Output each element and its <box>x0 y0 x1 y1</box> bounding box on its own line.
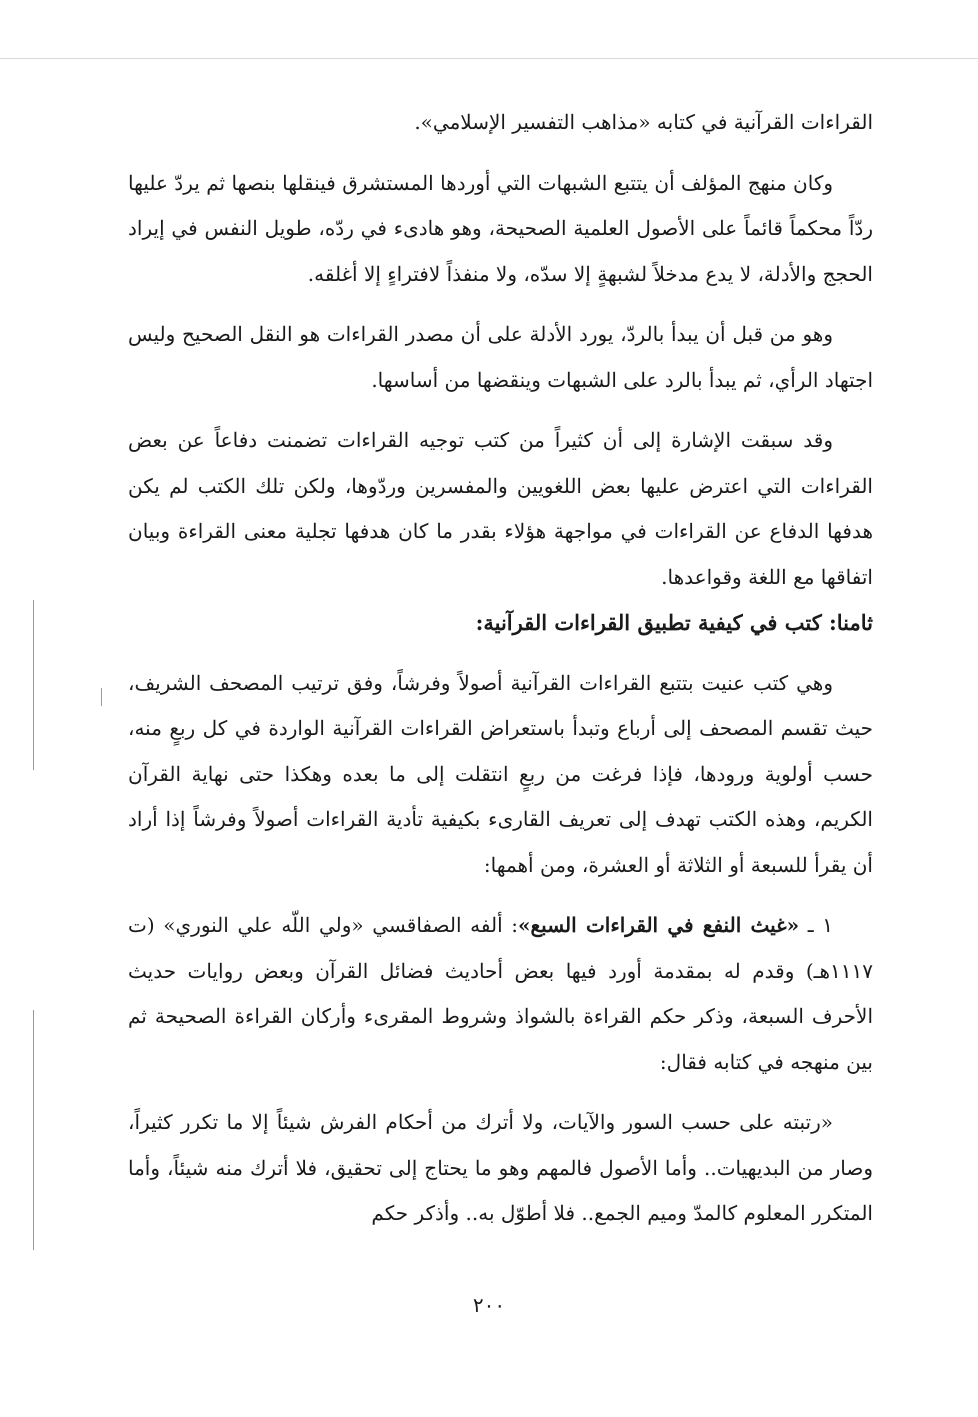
paragraph-1: القراءات القرآنية في كتابه «مذاهب التفسير الإسلامي». <box>414 110 873 134</box>
scan-margin-line <box>33 1010 34 1250</box>
section-heading: ثامنا: كتب في كيفية تطبيق القراءات القرآنية: <box>475 610 873 635</box>
paragraph-2: وكان منهج المؤلف أن يتتبع الشبهات التي أوردها المستشرق فينقلها بنصها ثم يردّ عليها ردّاً محكماً قائماً على الأصول العلمية الصحيحة، وهو هادىء في ردّه، طويل النفس في إيراد الحجج والأدلة، لا يدع مدخلاً لشبهةٍ إلا سدّه، ولا منفذاً لافتراءٍ إلا أغلقه. <box>128 170 873 286</box>
scan-margin-line <box>33 600 34 770</box>
scan-top-edge <box>0 58 978 59</box>
scan-margin-tick <box>101 688 102 706</box>
page-number: ٢٠٠ <box>472 1293 506 1317</box>
paragraph-4: وقد سبقت الإشارة إلى أن كثيراً من كتب توجيه القراءات تضمنت دفاعاً عن بعض القراءات التي اعترض عليها بعض اللغويين والمفسرين وردّوها، ولكن تلك الكتب لم يكن هدفها الدفاع عن القراءات في مواجهة هؤلاء بقدر ما كان هدفها تجلية معنى القراءة وبيان اتفاقها مع اللغة وقواعدها. <box>128 428 873 589</box>
quote-paragraph: «رتبته على حسب السور والآيات، ولا أترك من أحكام الفرش شيئاً إلا ما تكرر كثيراً، وصار من البديهيات.. وأما الأصول فالمهم وهو ما يحتاج إلى تحقيق، فلا أترك منه شيئاً، وأما المتكرر المعلوم كالمدّ وميم الجمع.. فلا أطوّل به.. وأذكر حكم <box>128 1110 873 1225</box>
list-item-number: ١ ـ <box>799 913 834 937</box>
list-item-1 <box>128 903 873 1085</box>
paragraph-5: وهي كتب عنيت بتتبع القراءات القرآنية أصولاً وفرشاً، وفق ترتيب المصحف الشريف، حيث تقسم المصحف إلى أرباع وتبدأ باستعراض القراءات القرآنية الواردة في كل ربعٍ منه، حسب أولوية ورودها، فإذا فرغت من ربعٍ انتقلت إلى ما بعده وهكذا حتى نهاية القرآن الكريم، وهذه الكتب تهدف إلى تعريف القارىء بكيفية تأدية القراءات أصولاً وفرشاً إذا أراد أن يقرأ للسبعة أو الثلاثة أو العشرة، ومن أهمها: <box>128 670 873 877</box>
book-title: «غيث النفع في القراءات السبع» <box>518 913 800 937</box>
paragraph-3: وهو من قبل أن يبدأ بالردّ، يورد الأدلة على أن مصدر القراءات هو النقل الصحيح وليس اجتهاد الرأي، ثم يبدأ بالرد على الشبهات وينقضها من أساسها. <box>128 322 873 392</box>
list-item-body: : ألفه الصفاقسي «ولي اللّه علي النوري» (ت ١١١٧هـ) وقدم له بمقدمة أورد فيها بعض أحاديث فضائل القرآن وبعض روايات حديث الأحرف السبعة، وذكر حكم القراءة بالشواذ وشروط المقرىء وأركان القراءة الصحيحة ثم بين منهجه في كتابه فقال: <box>128 913 873 1074</box>
page-body <box>128 100 873 1237</box>
